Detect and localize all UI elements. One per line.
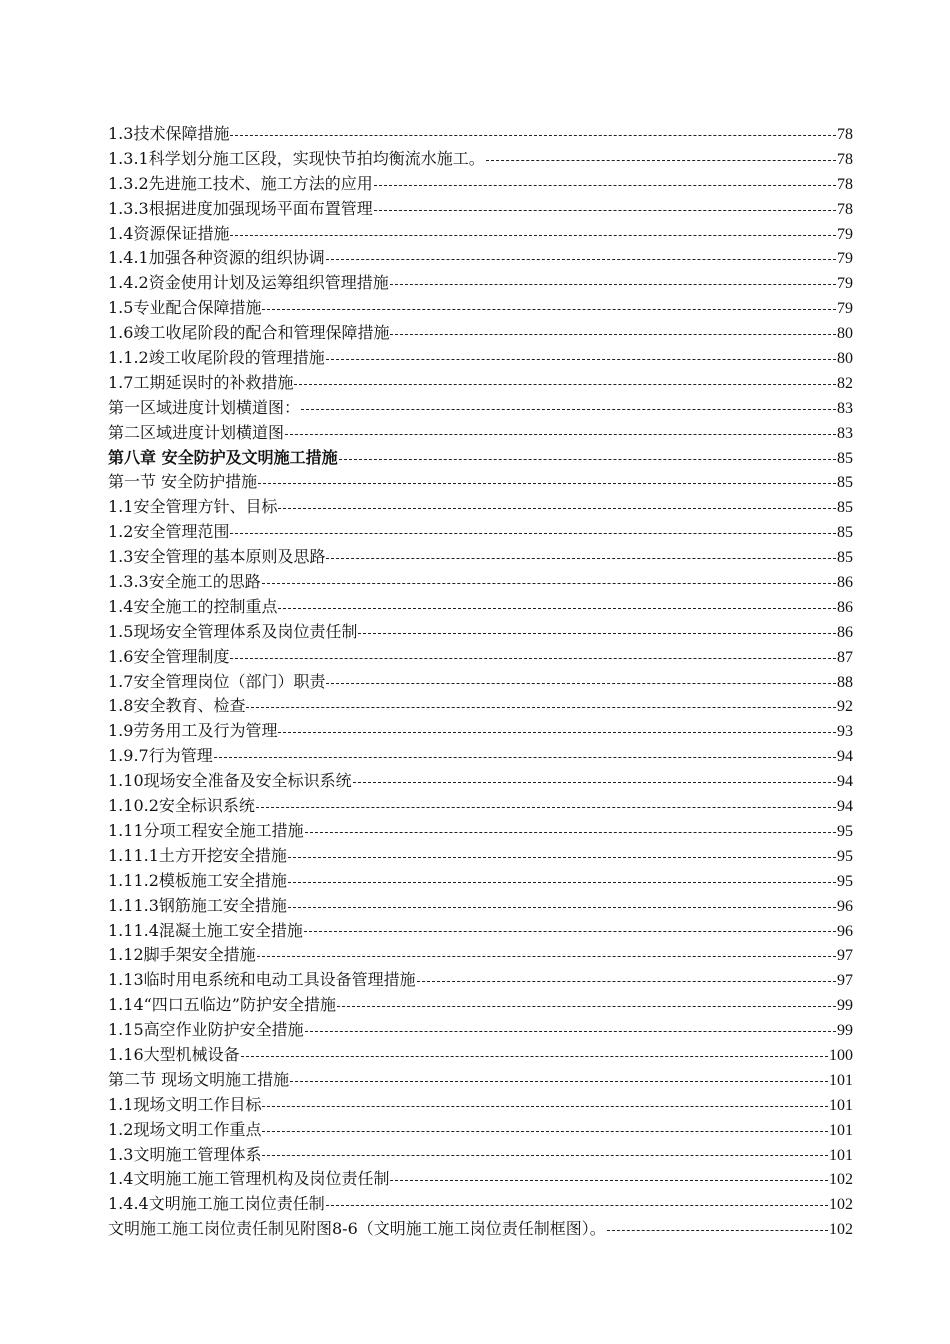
toc-page-number: 79 [837,300,853,318]
toc-page-number: 85 [837,474,853,492]
toc-entry[interactable] [108,719,853,744]
toc-entry[interactable] [108,470,853,495]
toc-page-number: 86 [837,574,853,592]
toc-entry[interactable] [108,968,853,993]
toc-entry-title: 1.12脚手架安全措施 [108,945,256,965]
toc-page-number: 78 [837,150,853,168]
toc-entry[interactable] [108,670,853,695]
toc-page-number: 100 [829,1046,853,1064]
toc-dotted-leader [326,1205,828,1206]
toc-entry[interactable] [108,396,853,421]
toc-entry-title: 1.9劳务用工及行为管理 [108,721,278,741]
toc-dotted-leader [607,1230,828,1231]
toc-dotted-leader [374,185,836,186]
toc-page-number: 86 [837,623,853,641]
toc-dotted-leader [305,1031,836,1032]
toc-entry-title: 1.5现场安全管理体系及岗位责任制 [108,621,358,641]
toc-entry[interactable] [108,246,853,271]
toc-entry[interactable] [108,296,853,321]
toc-entry[interactable] [108,620,853,645]
table-of-contents [108,122,853,1242]
toc-entry-title: 1.2安全管理范围 [108,522,230,542]
toc-entry[interactable] [108,1192,853,1217]
toc-page-number: 101 [829,1146,853,1164]
toc-page-number: 101 [829,1121,853,1139]
toc-entry-title: 第二节 现场文明施工措施 [108,1069,290,1089]
toc-entry-title: 1.11.2模板施工安全措施 [108,870,287,890]
toc-dotted-leader [326,683,836,684]
toc-dotted-leader [285,434,836,435]
toc-entry-title: 1.4.1加强各种资源的组织协调 [108,248,325,268]
toc-entry-title: 第八章 安全防护及文明施工措施 [108,447,338,467]
toc-entry-title: 1.6安全管理制度 [108,646,230,666]
toc-entry-title: 1.13临时用电系统和电动工具设备管理措施 [108,970,416,990]
toc-page-number: 94 [837,798,853,816]
toc-entry-title: 1.4.2资金使用计划及运筹组织管理措施 [108,273,389,293]
toc-entry-title: 1.16大型机械设备 [108,1044,240,1064]
toc-page-number: 85 [837,499,853,517]
toc-entry[interactable] [108,545,853,570]
toc-page-number: 97 [837,947,853,965]
toc-entry[interactable] [108,645,853,670]
toc-entry[interactable] [108,197,853,222]
toc-dotted-leader [288,857,836,858]
toc-dotted-leader [262,583,836,584]
toc-entry[interactable] [108,421,853,446]
toc-page-number: 86 [837,598,853,616]
toc-entry[interactable] [108,520,853,545]
toc-page-number: 87 [837,648,853,666]
toc-entry[interactable] [108,919,853,944]
toc-dotted-leader [326,259,836,260]
toc-entry[interactable] [108,495,853,520]
toc-entry[interactable] [108,1018,853,1043]
toc-dotted-leader [417,981,836,982]
toc-dotted-leader [214,757,836,758]
toc-entry-title: 1.11.3钢筋施工安全措施 [108,895,287,915]
toc-page-number: 94 [837,773,853,791]
toc-dotted-leader [258,483,836,484]
toc-dotted-leader [374,210,836,211]
toc-entry-title: 1.8安全教育、检查 [108,696,246,716]
toc-entry-title: 1.3安全管理的基本原则及思路 [108,547,326,567]
toc-dotted-leader [288,882,836,883]
toc-dotted-leader [290,1081,828,1082]
toc-dotted-leader [339,459,836,460]
toc-page-number: 95 [837,872,853,890]
toc-page-number: 79 [837,225,853,243]
toc-page-number: 96 [837,897,853,915]
toc-page-number: 79 [837,250,853,268]
toc-dotted-leader [230,658,836,659]
toc-entry-title: 1.9.7行为管理 [108,746,213,766]
toc-entry[interactable] [108,794,853,819]
toc-entry[interactable] [108,1143,853,1168]
toc-dotted-leader [390,1180,828,1181]
toc-entry-title: 1.11分项工程安全施工措施 [108,820,304,840]
toc-entry[interactable] [108,1167,853,1192]
toc-entry-title: 1.11.1土方开挖安全措施 [108,845,287,865]
toc-page-number: 85 [837,449,853,467]
toc-dotted-leader [246,707,836,708]
toc-dotted-leader [278,732,836,733]
toc-page-number: 80 [837,325,853,343]
toc-page-number: 83 [837,399,853,417]
toc-entry-title: 1.4.4文明施工施工岗位责任制 [108,1194,325,1214]
toc-entry-title: 1.3文明施工管理体系 [108,1144,262,1164]
toc-entry[interactable] [108,894,853,919]
toc-page-number: 93 [837,723,853,741]
toc-page-number: 85 [837,549,853,567]
toc-entry[interactable] [108,1043,853,1068]
toc-dotted-leader [326,359,836,360]
toc-entry[interactable] [108,271,853,296]
toc-entry-title: 文明施工施工岗位责任制见附图8-6（文明施工施工岗位责任制框图）。 [108,1219,606,1239]
toc-page-number: 101 [829,1096,853,1114]
toc-dotted-leader [326,558,836,559]
toc-entry-title: 1.2现场文明工作重点 [108,1119,262,1139]
toc-entry-title: 1.11.4混凝土施工安全措施 [108,920,303,940]
toc-entry[interactable] [108,222,853,247]
toc-entry-title: 第一节 安全防护措施 [108,472,258,492]
toc-page-number: 102 [829,1171,853,1189]
toc-entry-title: 1.3.2先进施工技术、施工方法的应用 [108,173,373,193]
toc-entry-title: 1.7安全管理岗位（部门）职责 [108,671,326,691]
toc-entry[interactable] [108,1217,853,1242]
toc-dotted-leader [294,384,836,385]
toc-page-number: 101 [829,1071,853,1089]
toc-entry[interactable] [108,122,853,147]
toc-dotted-leader [262,1155,828,1156]
toc-entry-title: 1.4安全施工的控制重点 [108,596,278,616]
toc-dotted-leader [301,409,836,410]
toc-entry[interactable] [108,993,853,1018]
toc-dotted-leader [230,235,836,236]
toc-entry[interactable] [108,869,853,894]
toc-dotted-leader [241,1056,828,1057]
toc-entry-title: 1.1现场文明工作目标 [108,1094,262,1114]
toc-entry-title: 1.10现场安全准备及安全标识系统 [108,771,352,791]
toc-page-number: 78 [837,126,853,143]
toc-entry-title: 1.14“四口五临边”防护安全措施 [108,995,336,1015]
toc-entry[interactable] [108,147,853,172]
toc-page-number: 97 [837,972,853,990]
toc-dotted-leader [278,508,836,509]
toc-page-number: 79 [837,275,853,293]
toc-page-number: 96 [837,922,853,940]
toc-dotted-leader [337,1006,836,1007]
toc-page-number: 99 [837,997,853,1015]
toc-dotted-leader [278,608,836,609]
toc-entry-title: 1.3.1科学划分施工区段，实现快节拍均衡流水施工。 [108,148,485,168]
toc-entry-title: 1.6竣工收尾阶段的配合和管理保障措施 [108,323,390,343]
toc-page-number: 78 [837,175,853,193]
toc-entry[interactable] [108,694,853,719]
toc-entry[interactable] [108,1093,853,1118]
toc-dotted-leader [257,956,836,957]
toc-entry[interactable] [108,346,853,371]
toc-entry[interactable] [108,943,853,968]
toc-entry-title: 1.5专业配合保障措施 [108,298,262,318]
toc-page-number: 82 [837,374,853,392]
toc-dotted-leader [262,1131,828,1132]
toc-chapter-entry[interactable] [108,446,853,471]
toc-entry[interactable] [108,595,853,620]
toc-page-number: 80 [837,350,853,368]
toc-dotted-leader [230,135,836,136]
toc-page-number: 95 [837,847,853,865]
toc-page-number: 102 [829,1221,853,1239]
toc-entry-title: 第一区域进度计划横道图： [108,397,301,417]
toc-dotted-leader [353,782,836,783]
toc-entry[interactable] [108,819,853,844]
toc-entry-title: 第二区域进度计划横道图 [108,422,285,442]
toc-page-number: 99 [837,1022,853,1040]
toc-entry-title: 1.15高空作业防护安全措施 [108,1020,304,1040]
toc-entry[interactable] [108,844,853,869]
toc-dotted-leader [288,907,836,908]
toc-dotted-leader [390,284,836,285]
toc-page-number: 94 [837,748,853,766]
toc-dotted-leader [256,807,836,808]
toc-entry-title: 1.10.2安全标识系统 [108,796,255,816]
toc-entry-title: 1.3.3安全施工的思路 [108,572,261,592]
toc-page-number: 102 [829,1196,853,1214]
toc-dotted-leader [230,533,836,534]
toc-entry-title: 1.1安全管理方针、目标 [108,497,278,517]
toc-entry[interactable] [108,570,853,595]
toc-page-number: 92 [837,698,853,716]
toc-entry-title: 1.4资源保证措施 [108,223,230,243]
toc-page-number: 78 [837,200,853,218]
toc-dotted-leader [390,334,836,335]
toc-entry[interactable] [108,744,853,769]
toc-page-number: 88 [837,673,853,691]
toc-dotted-leader [304,931,836,932]
toc-page-number: 95 [837,822,853,840]
toc-entry-title: 1.3技术保障措施 [108,124,230,143]
toc-entry-title: 1.4文明施工施工管理机构及岗位责任制 [108,1169,390,1189]
toc-dotted-leader [262,309,836,310]
toc-entry[interactable] [108,321,853,346]
toc-entry[interactable] [108,1118,853,1143]
toc-entry[interactable] [108,769,853,794]
toc-dotted-leader [358,633,836,634]
toc-entry[interactable] [108,172,853,197]
toc-entry-title: 1.3.3根据进度加强现场平面布置管理 [108,198,373,218]
toc-page-number: 83 [837,424,853,442]
toc-entry-title: 1.7工期延误时的补救措施 [108,372,294,392]
toc-entry[interactable] [108,371,853,396]
toc-dotted-leader [262,1106,828,1107]
toc-dotted-leader [305,832,836,833]
toc-entry-title: 1.1.2竣工收尾阶段的管理措施 [108,348,325,368]
toc-page-number: 85 [837,524,853,542]
toc-dotted-leader [486,160,836,161]
toc-entry[interactable] [108,1068,853,1093]
